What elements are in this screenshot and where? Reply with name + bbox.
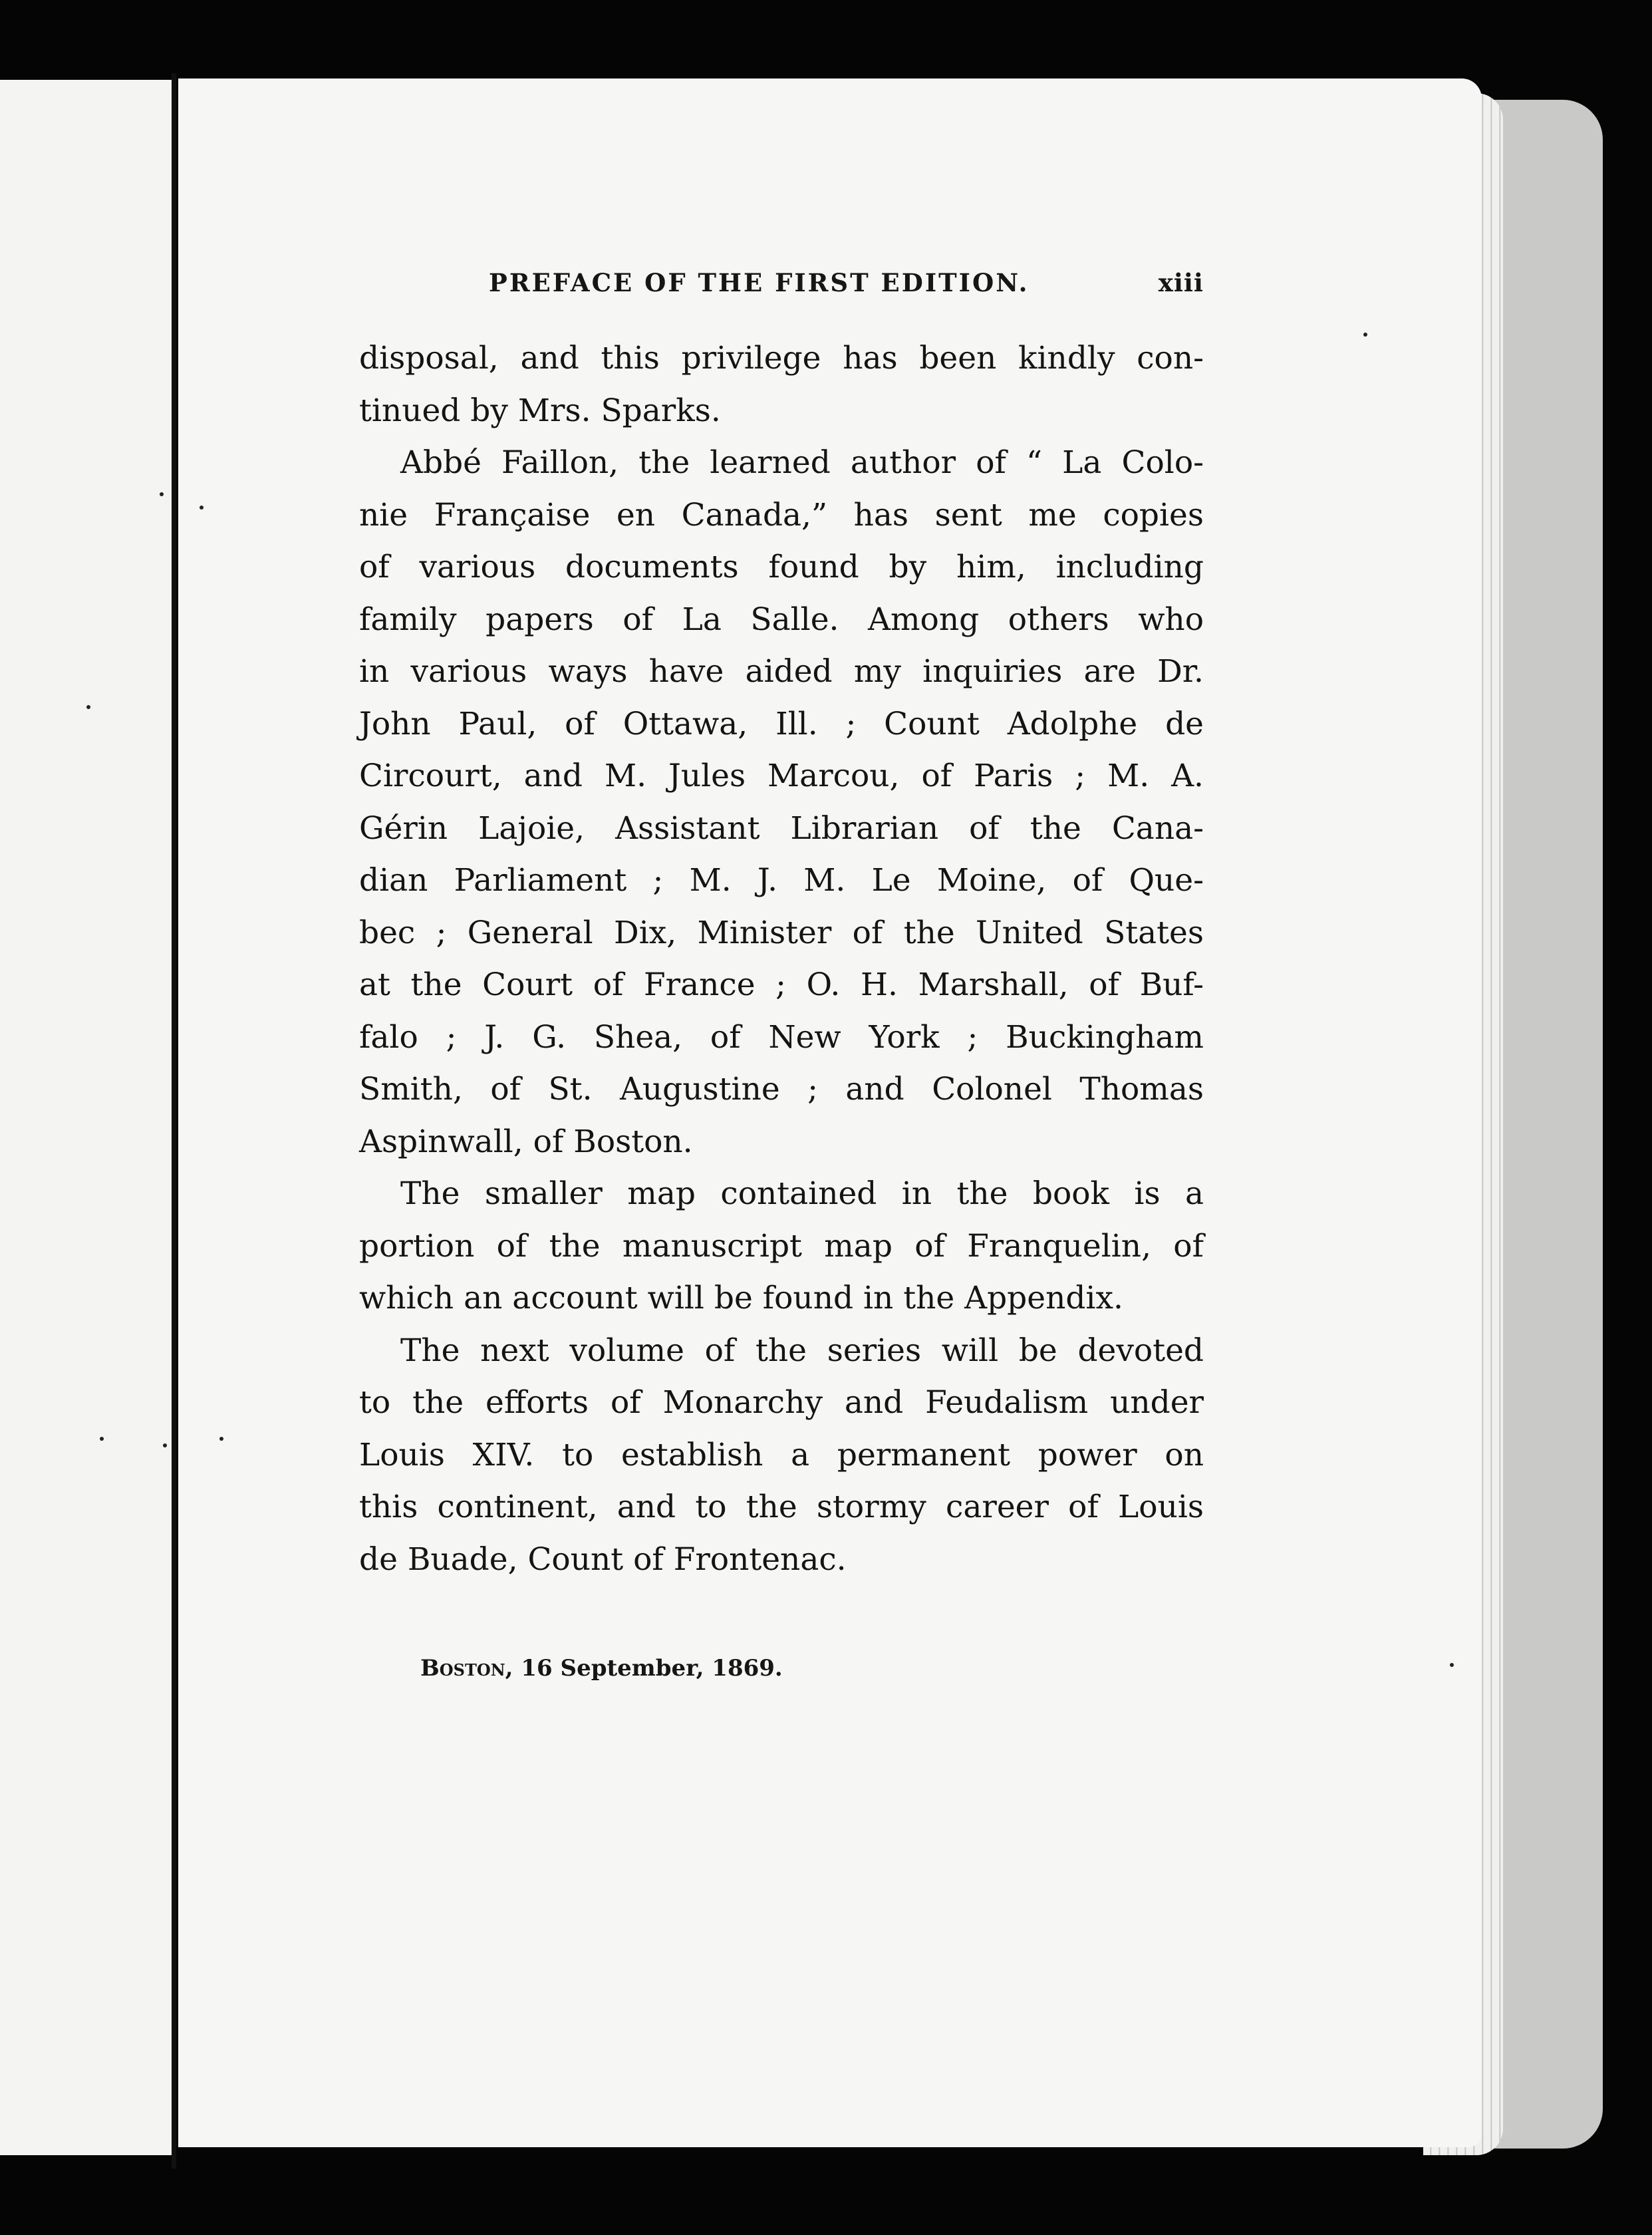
scan-speck [200, 506, 204, 510]
text-line: Circourt, and M. Jules Marcou, of Paris ; M. A. [359, 758, 1204, 794]
scan-speck [160, 492, 164, 496]
scan-speck [100, 1437, 104, 1441]
text-line: of various documents found by him, including [359, 549, 1204, 585]
text-line: The smaller map contained in the book is a [400, 1175, 1204, 1212]
paragraph [359, 1168, 1204, 1325]
running-head [489, 268, 1204, 308]
text-line: Aspinwall, of Boston. [359, 1123, 693, 1160]
paragraph [359, 333, 1204, 437]
scan-speck [219, 1437, 223, 1441]
paragraph [359, 437, 1204, 1168]
text-line: portion of the manuscript map of Franquelin, of [359, 1227, 1204, 1265]
scan-speck [1363, 333, 1367, 337]
text-line: nie Française en Canada,” has sent me copies [359, 496, 1204, 533]
text-line: disposal, and this privilege has been kindly con- [359, 340, 1204, 376]
text-line: Louis XIV. to establish a permanent power on [359, 1436, 1204, 1473]
signoff-place: Boston, [420, 1655, 513, 1682]
text-line: tinued by Mrs. Sparks. [359, 392, 721, 429]
text-line: at the Court of France ; O. H. Marshall, of Buf- [359, 967, 1204, 1003]
text-line: in various ways have aided my inquiries are Dr. [359, 653, 1204, 690]
text-line: Gérin Lajoie, Assistant Librarian of the Cana- [359, 810, 1204, 847]
text-line: this continent, and to the stormy career of Louis [359, 1489, 1204, 1525]
scan-speck [86, 705, 90, 709]
signoff-date: 16 September, 1869. [521, 1655, 783, 1682]
scan-speck [1450, 1663, 1454, 1667]
text-line: falo ; J. G. Shea, of New York ; Buckingham [359, 1018, 1204, 1056]
body-text [359, 333, 1204, 1586]
page-number: xiii [1158, 268, 1204, 297]
facing-page-edge [0, 80, 174, 2155]
text-line: Smith, of St. Augustine ; and Colonel Thomas [359, 1071, 1204, 1108]
text-line: to the efforts of Monarchy and Feudalism under [359, 1384, 1204, 1421]
text-line: dian Parliament ; M. J. M. Le Moine, of Que- [359, 862, 1204, 899]
scan-speck [163, 1443, 167, 1447]
paragraph [359, 1325, 1204, 1586]
running-head-title: PREFACE OF THE FIRST EDITION. [489, 268, 1030, 297]
text-line: which an account will be found in the Appendix. [359, 1280, 1123, 1316]
binding-gutter-line [172, 73, 176, 2168]
text-line: family papers of La Salle. Among others who [359, 601, 1204, 638]
text-line: The next volume of the series will be devoted [400, 1332, 1204, 1369]
text-line: John Paul, of Ottawa, Ill. ; Count Adolphe de [359, 705, 1204, 742]
text-line: de Buade, Count of Frontenac. [359, 1541, 847, 1578]
signoff [420, 1655, 783, 1682]
text-line: bec ; General Dix, Minister of the United States [359, 914, 1204, 951]
text-line: Abbé Faillon, the learned author of “ La Colo- [400, 444, 1204, 481]
